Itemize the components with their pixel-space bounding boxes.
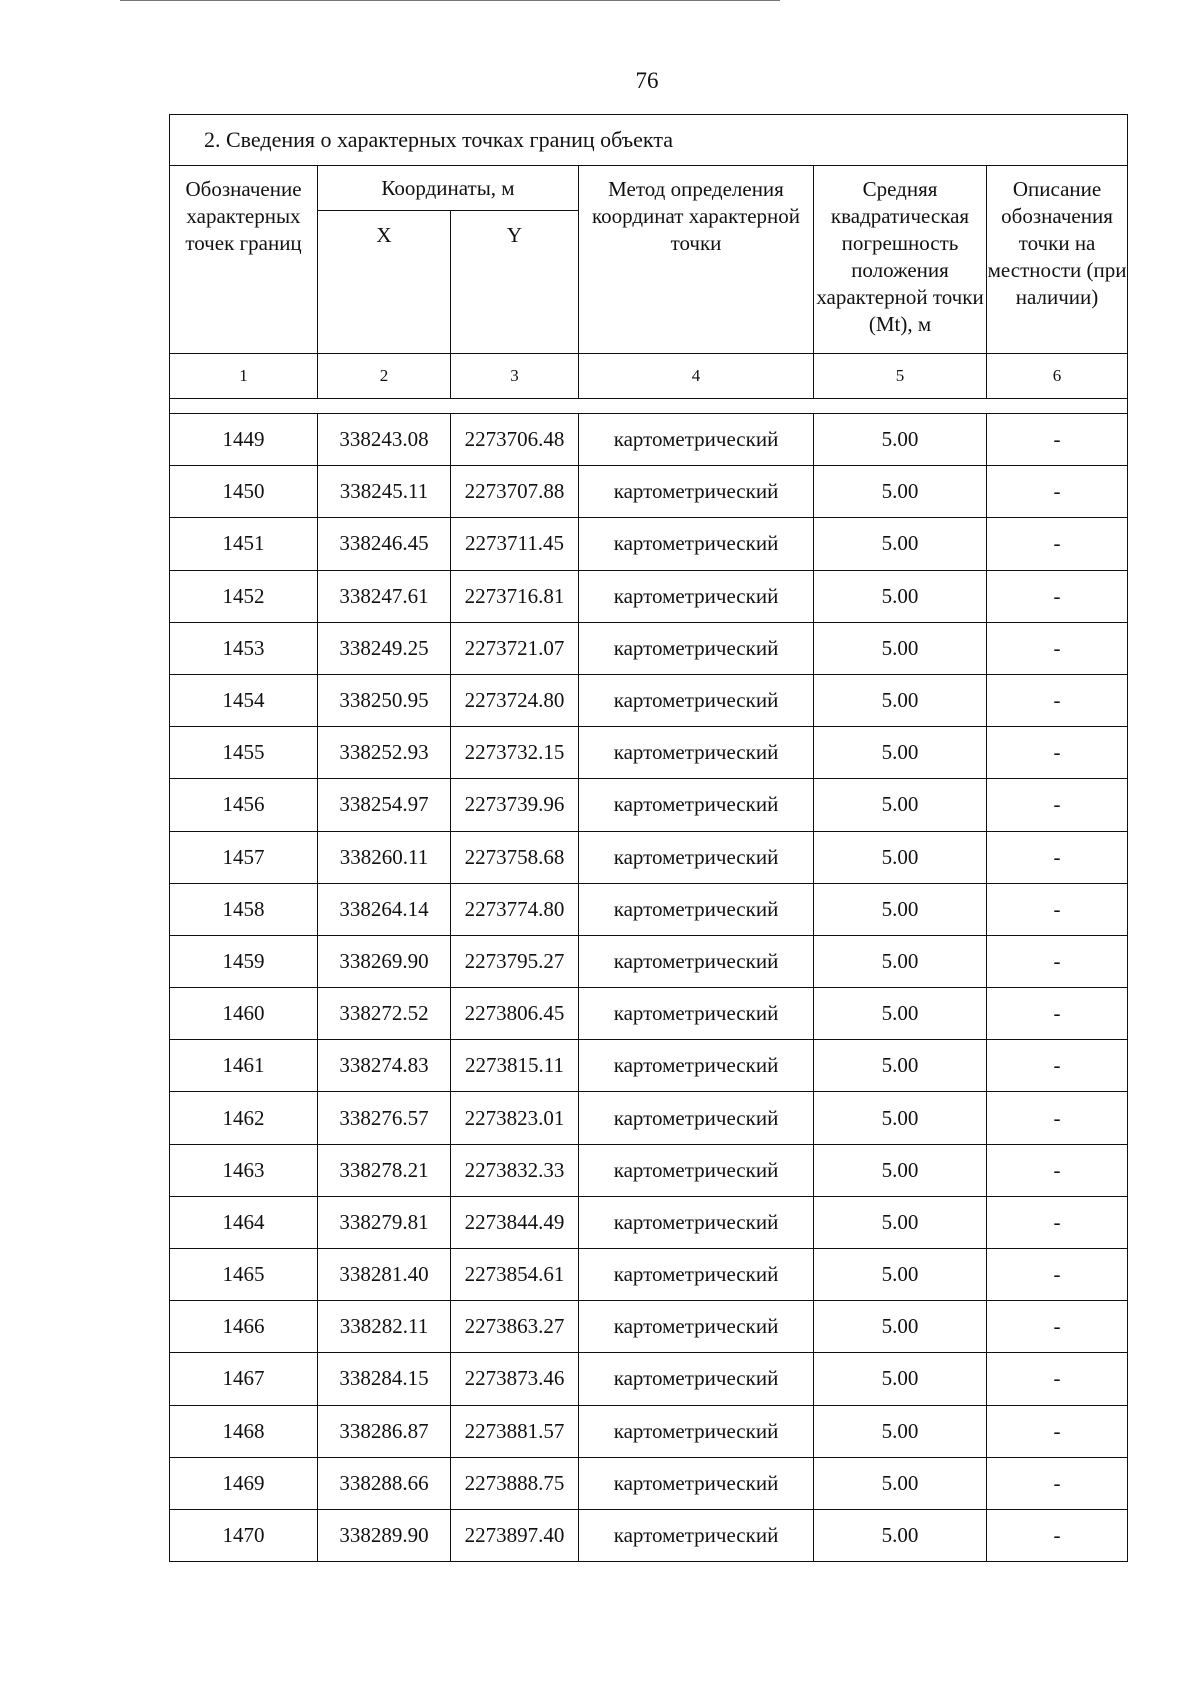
- point-designation-cell: 1452: [170, 570, 318, 622]
- section-title: 2. Сведения о характерных точках границ объекта: [170, 115, 1128, 166]
- method-cell: картометрический: [579, 727, 814, 779]
- mean-error-cell: 5.00: [814, 988, 987, 1040]
- method-cell: картометрический: [579, 1405, 814, 1457]
- table-row: [170, 1301, 1128, 1353]
- description-cell: -: [987, 727, 1128, 779]
- description-cell: -: [987, 1301, 1128, 1353]
- method-cell: картометрический: [579, 1249, 814, 1301]
- mean-error-cell: 5.00: [814, 1353, 987, 1405]
- coord-y-cell: 2273774.80: [451, 883, 579, 935]
- mean-error-cell: 5.00: [814, 1144, 987, 1196]
- table-row: [170, 518, 1128, 570]
- coord-y-cell: 2273707.88: [451, 466, 579, 518]
- table-row: [170, 779, 1128, 831]
- point-designation-cell: 1454: [170, 674, 318, 726]
- description-cell: -: [987, 1196, 1128, 1248]
- coord-x-cell: 338288.66: [318, 1457, 451, 1509]
- mean-error-cell: 5.00: [814, 1249, 987, 1301]
- coord-x-cell: 338260.11: [318, 831, 451, 883]
- description-cell: -: [987, 622, 1128, 674]
- coord-y-cell: 2273795.27: [451, 935, 579, 987]
- description-cell: -: [987, 1405, 1128, 1457]
- coord-y-cell: 2273711.45: [451, 518, 579, 570]
- table-row: [170, 1353, 1128, 1405]
- mean-error-cell: 5.00: [814, 831, 987, 883]
- coord-x-cell: 338289.90: [318, 1509, 451, 1561]
- table-row: [170, 988, 1128, 1040]
- description-cell: -: [987, 1509, 1128, 1561]
- description-cell: -: [987, 1249, 1128, 1301]
- coord-x-cell: 338269.90: [318, 935, 451, 987]
- table-row: [170, 1144, 1128, 1196]
- coord-x-cell: 338284.15: [318, 1353, 451, 1405]
- mean-error-cell: 5.00: [814, 1301, 987, 1353]
- table-row: [170, 414, 1128, 466]
- coord-x-cell: 338281.40: [318, 1249, 451, 1301]
- header-y: Y: [451, 211, 579, 354]
- table-row: [170, 883, 1128, 935]
- coord-y-cell: 2273732.15: [451, 727, 579, 779]
- mean-error-cell: 5.00: [814, 1196, 987, 1248]
- table-row: [170, 570, 1128, 622]
- coord-x-cell: 338246.45: [318, 518, 451, 570]
- point-designation-cell: 1453: [170, 622, 318, 674]
- coord-y-cell: 2273823.01: [451, 1092, 579, 1144]
- table-row: [170, 466, 1128, 518]
- method-cell: картометрический: [579, 1092, 814, 1144]
- coord-y-cell: 2273844.49: [451, 1196, 579, 1248]
- description-cell: -: [987, 1353, 1128, 1405]
- coord-x-cell: 338250.95: [318, 674, 451, 726]
- coord-y-cell: 2273854.61: [451, 1249, 579, 1301]
- coord-x-cell: 338247.61: [318, 570, 451, 622]
- coord-y-cell: 2273888.75: [451, 1457, 579, 1509]
- point-designation-cell: 1455: [170, 727, 318, 779]
- mean-error-cell: 5.00: [814, 518, 987, 570]
- point-designation-cell: 1459: [170, 935, 318, 987]
- mean-error-cell: 5.00: [814, 1040, 987, 1092]
- header-coordinates: Координаты, м: [318, 166, 579, 211]
- mean-error-cell: 5.00: [814, 935, 987, 987]
- point-designation-cell: 1451: [170, 518, 318, 570]
- coord-x-cell: 338264.14: [318, 883, 451, 935]
- point-designation-cell: 1458: [170, 883, 318, 935]
- mean-error-cell: 5.00: [814, 414, 987, 466]
- coord-x-cell: 338282.11: [318, 1301, 451, 1353]
- description-cell: -: [987, 883, 1128, 935]
- coord-x-cell: 338254.97: [318, 779, 451, 831]
- mean-error-cell: 5.00: [814, 883, 987, 935]
- description-cell: -: [987, 518, 1128, 570]
- description-cell: -: [987, 1144, 1128, 1196]
- table-row: [170, 1249, 1128, 1301]
- method-cell: картометрический: [579, 1040, 814, 1092]
- table-row: [170, 674, 1128, 726]
- method-cell: картометрический: [579, 1353, 814, 1405]
- header-description: Описание обозначения точки на местности (при наличии): [987, 166, 1128, 354]
- point-designation-cell: 1468: [170, 1405, 318, 1457]
- method-cell: картометрический: [579, 466, 814, 518]
- column-number: 5: [814, 354, 987, 399]
- point-designation-cell: 1466: [170, 1301, 318, 1353]
- method-cell: картометрический: [579, 883, 814, 935]
- column-number: 3: [451, 354, 579, 399]
- header-gap-row: [170, 399, 1128, 414]
- table-row: [170, 1405, 1128, 1457]
- description-cell: -: [987, 779, 1128, 831]
- coord-y-cell: 2273716.81: [451, 570, 579, 622]
- point-designation-cell: 1456: [170, 779, 318, 831]
- coord-y-cell: 2273863.27: [451, 1301, 579, 1353]
- coord-x-cell: 338272.52: [318, 988, 451, 1040]
- method-cell: картометрический: [579, 518, 814, 570]
- point-designation-cell: 1467: [170, 1353, 318, 1405]
- description-cell: -: [987, 1092, 1128, 1144]
- header-row-1: [170, 166, 1128, 211]
- table-row: [170, 935, 1128, 987]
- table-row: [170, 1040, 1128, 1092]
- method-cell: картометрический: [579, 779, 814, 831]
- point-designation-cell: 1462: [170, 1092, 318, 1144]
- mean-error-cell: 5.00: [814, 1457, 987, 1509]
- point-designation-cell: 1461: [170, 1040, 318, 1092]
- description-cell: -: [987, 1457, 1128, 1509]
- coord-y-cell: 2273706.48: [451, 414, 579, 466]
- table-row: [170, 1457, 1128, 1509]
- coord-y-cell: 2273881.57: [451, 1405, 579, 1457]
- page-number: 76: [635, 68, 659, 93]
- point-designation-cell: 1470: [170, 1509, 318, 1561]
- coord-x-cell: 338286.87: [318, 1405, 451, 1457]
- coord-x-cell: 338274.83: [318, 1040, 451, 1092]
- table-row: [170, 727, 1128, 779]
- mean-error-cell: 5.00: [814, 570, 987, 622]
- coord-x-cell: 338243.08: [318, 414, 451, 466]
- coord-y-cell: 2273873.46: [451, 1353, 579, 1405]
- column-number: 2: [318, 354, 451, 399]
- column-numbers-row: [170, 354, 1128, 399]
- method-cell: картометрический: [579, 831, 814, 883]
- point-designation-cell: 1469: [170, 1457, 318, 1509]
- method-cell: картометрический: [579, 1196, 814, 1248]
- coord-y-cell: 2273897.40: [451, 1509, 579, 1561]
- mean-error-cell: 5.00: [814, 779, 987, 831]
- mean-error-cell: 5.00: [814, 727, 987, 779]
- table-row: [170, 1196, 1128, 1248]
- method-cell: картометрический: [579, 1301, 814, 1353]
- mean-error-cell: 5.00: [814, 1092, 987, 1144]
- method-cell: картометрический: [579, 1509, 814, 1561]
- method-cell: картометрический: [579, 414, 814, 466]
- mean-error-cell: 5.00: [814, 1509, 987, 1561]
- section-title-row: [170, 115, 1128, 166]
- column-number: 6: [987, 354, 1128, 399]
- coord-y-cell: 2273724.80: [451, 674, 579, 726]
- coord-y-cell: 2273806.45: [451, 988, 579, 1040]
- description-cell: -: [987, 466, 1128, 518]
- point-designation-cell: 1463: [170, 1144, 318, 1196]
- coord-y-cell: 2273832.33: [451, 1144, 579, 1196]
- method-cell: картометрический: [579, 622, 814, 674]
- column-number: 4: [579, 354, 814, 399]
- table-row: [170, 1509, 1128, 1561]
- point-designation-cell: 1449: [170, 414, 318, 466]
- method-cell: картометрический: [579, 935, 814, 987]
- method-cell: картометрический: [579, 1144, 814, 1196]
- method-cell: картометрический: [579, 1457, 814, 1509]
- description-cell: -: [987, 831, 1128, 883]
- mean-error-cell: 5.00: [814, 466, 987, 518]
- header-x: X: [318, 211, 451, 354]
- table-row: [170, 1092, 1128, 1144]
- header-mean-error: Средняя квадратическая погрешность положения характерной точки (Mt), м: [814, 166, 987, 354]
- method-cell: картометрический: [579, 570, 814, 622]
- header-method: Метод определения координат характерной точки: [579, 166, 814, 354]
- table-row: [170, 831, 1128, 883]
- point-designation-cell: 1460: [170, 988, 318, 1040]
- table-row: [170, 622, 1128, 674]
- point-designation-cell: 1457: [170, 831, 318, 883]
- boundary-points-table: [169, 114, 1128, 1562]
- coord-x-cell: 338249.25: [318, 622, 451, 674]
- column-number: 1: [170, 354, 318, 399]
- description-cell: -: [987, 674, 1128, 726]
- point-designation-cell: 1465: [170, 1249, 318, 1301]
- description-cell: -: [987, 1040, 1128, 1092]
- coord-y-cell: 2273721.07: [451, 622, 579, 674]
- point-designation-cell: 1450: [170, 466, 318, 518]
- coord-x-cell: 338279.81: [318, 1196, 451, 1248]
- method-cell: картометрический: [579, 674, 814, 726]
- coord-x-cell: 338276.57: [318, 1092, 451, 1144]
- description-cell: -: [987, 988, 1128, 1040]
- coord-x-cell: 338278.21: [318, 1144, 451, 1196]
- description-cell: -: [987, 414, 1128, 466]
- description-cell: -: [987, 935, 1128, 987]
- point-designation-cell: 1464: [170, 1196, 318, 1248]
- mean-error-cell: 5.00: [814, 674, 987, 726]
- coord-y-cell: 2273739.96: [451, 779, 579, 831]
- header-gap: [170, 399, 1128, 414]
- mean-error-cell: 5.00: [814, 622, 987, 674]
- method-cell: картометрический: [579, 988, 814, 1040]
- coord-x-cell: 338245.11: [318, 466, 451, 518]
- mean-error-cell: 5.00: [814, 1405, 987, 1457]
- coord-y-cell: 2273815.11: [451, 1040, 579, 1092]
- description-cell: -: [987, 570, 1128, 622]
- header-point-designation: Обозначение характерных точек границ: [170, 166, 318, 354]
- coord-x-cell: 338252.93: [318, 727, 451, 779]
- scan-edge-line: [120, 0, 780, 1]
- coord-y-cell: 2273758.68: [451, 831, 579, 883]
